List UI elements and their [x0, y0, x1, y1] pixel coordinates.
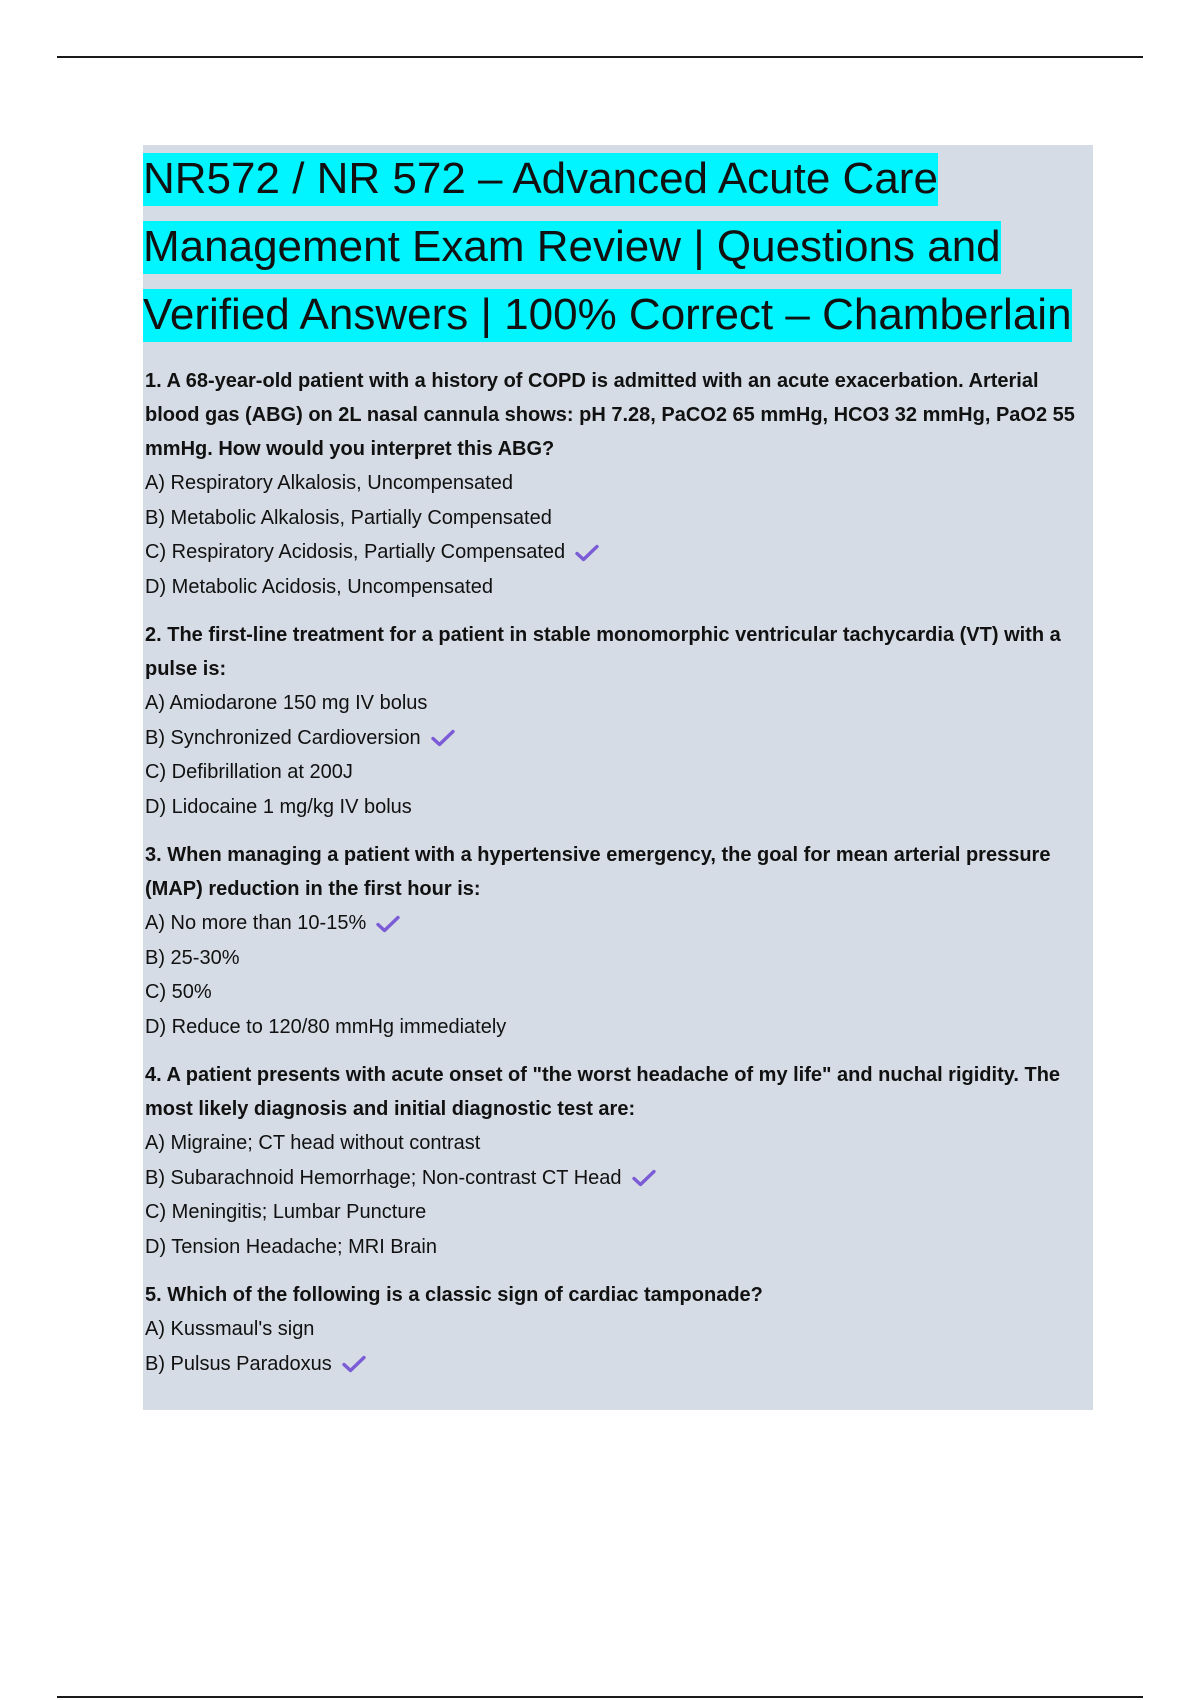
title-line-2: Management Exam Review | Questions and	[143, 221, 1001, 274]
title-line-1: NR572 / NR 572 – Advanced Acute Care	[143, 153, 938, 206]
answer-option-label: C) 50%	[145, 981, 212, 1003]
answer-option-label: D) Tension Headache; MRI Brain	[145, 1235, 437, 1258]
answer-option-label: C) Respiratory Acidosis, Partially Compensated	[145, 541, 566, 563]
answer-option	[145, 1230, 1085, 1265]
answer-option	[145, 1195, 1085, 1230]
answer-option-label: D) Lidocaine 1 mg/kg IV bolus	[145, 795, 412, 818]
answer-option	[145, 906, 1085, 941]
answer-option-label: C) Defibrillation at 200J	[145, 761, 353, 783]
question-list	[145, 364, 1085, 1395]
answer-option-label: A) No more than 10-15%	[145, 912, 367, 934]
answer-option	[145, 1126, 1085, 1161]
answer-option-label: D) Reduce to 120/80 mmHg immediately	[145, 1015, 507, 1038]
answer-option	[145, 1347, 1085, 1382]
answer-option	[145, 1312, 1085, 1347]
answer-option-label: B) Subarachnoid Hemorrhage; Non-contrast CT Head	[145, 1166, 622, 1189]
check-icon	[632, 1169, 656, 1187]
question-block	[145, 618, 1085, 824]
top-rule	[57, 56, 1143, 58]
answer-option	[145, 501, 1085, 536]
question-block	[145, 1278, 1085, 1381]
answer-option	[145, 535, 1085, 570]
answer-option	[145, 1161, 1085, 1196]
answer-option	[145, 975, 1085, 1010]
answer-option-label: B) 25-30%	[145, 946, 240, 969]
check-icon	[575, 544, 599, 562]
question-block	[145, 1058, 1085, 1264]
answer-option	[145, 790, 1085, 825]
answer-option-label: D) Metabolic Acidosis, Uncompensated	[145, 575, 493, 598]
answer-option	[145, 721, 1085, 756]
answer-option	[145, 941, 1085, 976]
question-text: 1. A 68-year-old patient with a history of COPD is admitted with an acute exacerbation. Arterial blood gas (ABG) on 2L nasal cannula shows: pH 7.28, PaCO2 65 mmHg, HCO3 32 mmHg, PaO2 55 mmHg. How would you interpret this ABG?	[145, 370, 1075, 460]
answer-option-label: B) Metabolic Alkalosis, Partially Compensated	[145, 506, 552, 529]
bottom-rule	[57, 1696, 1143, 1698]
answer-option-label: B) Synchronized Cardioversion	[145, 726, 421, 749]
question-text: 5. Which of the following is a classic sign of cardiac tamponade?	[145, 1284, 763, 1306]
answer-option	[145, 466, 1085, 501]
check-icon	[342, 1355, 366, 1373]
answer-option-label: B) Pulsus Paradoxus	[145, 1352, 332, 1375]
question-block	[145, 838, 1085, 1044]
check-icon	[376, 915, 400, 933]
answer-option-label: A) Amiodarone 150 mg IV bolus	[145, 692, 428, 714]
answer-option-label: A) Migraine; CT head without contrast	[145, 1132, 481, 1154]
answer-option-label: A) Respiratory Alkalosis, Uncompensated	[145, 472, 513, 494]
question-text: 3. When managing a patient with a hypertensive emergency, the goal for mean arterial pressure (MAP) reduction in the first hour is:	[145, 844, 1051, 900]
answer-option	[145, 686, 1085, 721]
title-line-3: Verified Answers | 100% Correct – Chamberlain	[143, 289, 1072, 342]
answer-option	[145, 755, 1085, 790]
answer-option-label: C) Meningitis; Lumbar Puncture	[145, 1201, 427, 1223]
question-text: 2. The first-line treatment for a patient in stable monomorphic ventricular tachycardia (VT) with a pulse is:	[145, 624, 1061, 680]
answer-option	[145, 1010, 1085, 1045]
check-icon	[431, 729, 455, 747]
answer-option-label: A) Kussmaul's sign	[145, 1318, 315, 1340]
answer-option	[145, 570, 1085, 605]
question-text: 4. A patient presents with acute onset of "the worst headache of my life" and nuchal rigidity. The most likely diagnosis and initial diagnostic test are:	[145, 1064, 1061, 1120]
document-title	[143, 145, 1093, 349]
question-block	[145, 364, 1085, 604]
